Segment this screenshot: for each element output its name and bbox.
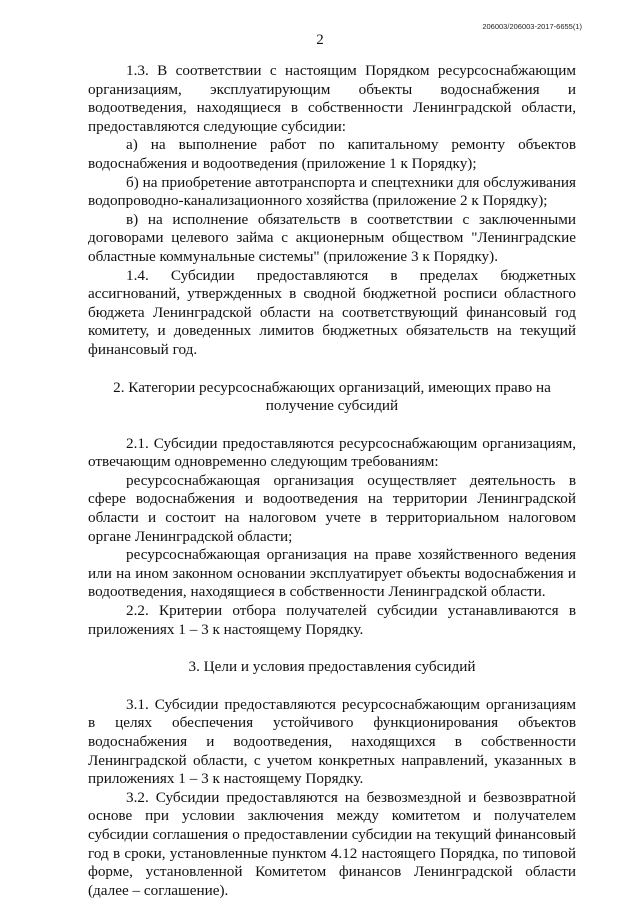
- paragraph-2-1-requirement-2: ресурсоснабжающая организация на праве хозяйственного ведения или на ином законном основании эксплуатирует объекты водоснабжения и водоотведения, находящиеся в собственности Ленинградской области.: [88, 546, 576, 601]
- section-2-heading: 2. Категории ресурсоснабжающих организаций, имеющих право на получение субсидий: [113, 378, 551, 415]
- page-number: 2: [316, 32, 324, 48]
- paragraph-1-3-a: а) на выполнение работ по капитальному ремонту объектов водоснабжения и водоотведения (приложение 1 к Порядку);: [88, 136, 576, 172]
- paragraph-3-1: 3.1. Субсидии предоставляются ресурсоснабжающим организациям в целях обеспечения устойчивого функционирования объектов водоснабжения и водоотведения, находящихся в собственности Ленинградской области, с учетом конкретных направлений, указанных в приложениях 1 – 3 к настоящему Порядку.: [88, 695, 576, 788]
- section-3-heading: 3. Цели и условия предоставления субсидий: [188, 658, 476, 676]
- paragraph-1-3: 1.3. В соответствии с настоящим Порядком ресурсоснабжающим организациям, эксплуатирующим объекты водоснабжения и водоотведения, находящиеся в собственности Ленинградской области, предоставляются следующие субсидии:: [88, 62, 576, 135]
- paragraph-2-1: 2.1. Субсидии предоставляются ресурсоснабжающим организациям, отвечающим одновременно следующим требованиям:: [88, 434, 576, 471]
- paragraph-3-2: 3.2. Субсидии предоставляются на безвозмездной и безвозвратной основе при условии заключения между комитетом и получателем субсидии соглашения о предоставлении субсидии на текущий финансовый год в сроки, установленные пунктом 4.12 настоящего Порядка, по типовой форме, установленной Комитетом финансов Ленинградской области (далее – соглашение).: [88, 788, 576, 899]
- paragraph-2-1-requirement-1: ресурсоснабжающая организация осуществляет деятельность в сфере водоснабжения и водоотведения на территории Ленинградской области и состоит на налоговом учете в территориальном налоговом органе Ленинградской области;: [88, 471, 576, 545]
- paragraph-1-3-v: в) на исполнение обязательств в соответствии с заключенными договорами целевого займа с акционерным обществом "Ленинградские областные коммунальные системы" (приложение 3 к Порядку).: [88, 210, 576, 265]
- document-id: 206003/206003-2017-6655(1): [482, 22, 582, 31]
- paragraph-1-3-b: б) на приобретение автотранспорта и спецтехники для обслуживания водопроводно-канализационного хозяйства (приложение 2 к Порядку);: [88, 173, 576, 210]
- paragraph-2-2: 2.2. Критерии отбора получателей субсидии устанавливаются в приложениях 1 – 3 к настоящему Порядку.: [88, 602, 576, 638]
- document-body: [88, 62, 576, 900]
- paragraph-1-4: 1.4. Субсидии предоставляются в пределах бюджетных ассигнований, утвержденных в сводной бюджетной росписи областного бюджета Ленинградской области на соответствующий финансовый год комитету, и доведенных лимитов бюджетных обязательств на текущий финансовый год.: [88, 266, 576, 358]
